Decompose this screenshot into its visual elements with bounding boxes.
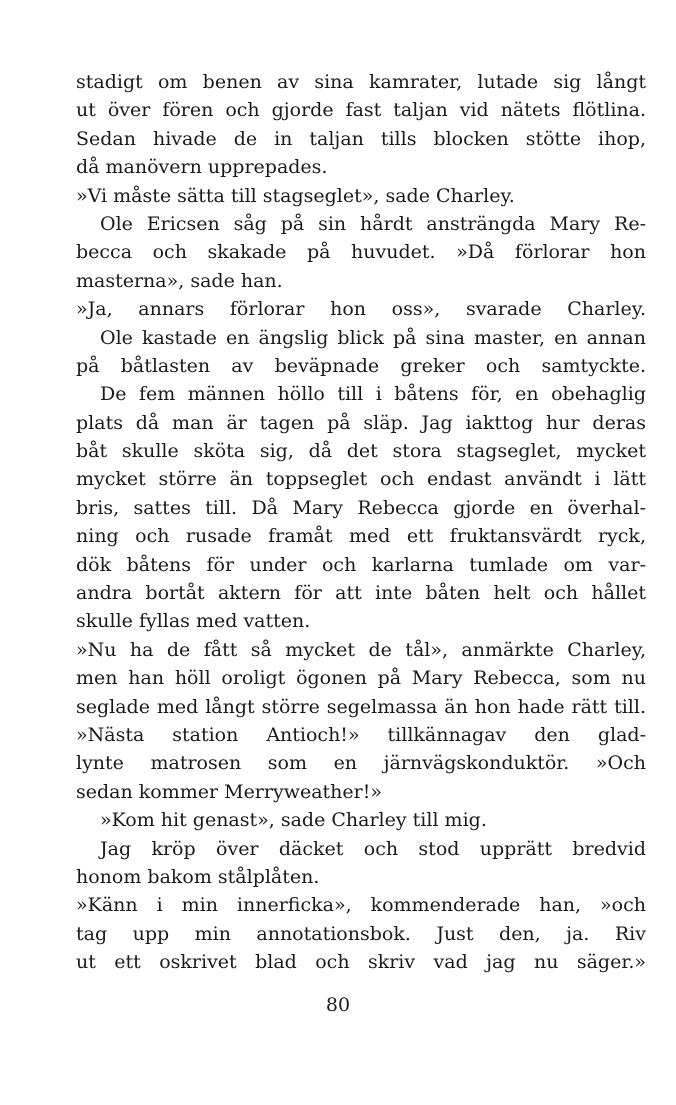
text-line: seglade med långt större segelmassa än hon hade rätt till. (76, 695, 646, 718)
text-line: Ole Ericsen såg på sin hårdt ansträngda Mary Re- (100, 212, 646, 235)
text-line: ning och rusade framåt med ett fruktansvärdt ryck, (76, 525, 646, 548)
text-line: becca och skakade på huvudet. »Då förlorar hon (76, 241, 646, 264)
text-line: De fem männen höllo till i båtens för, en obehaglig (100, 383, 646, 406)
text-line: »Vi måste sätta till stagseglet», sade Charley. (76, 184, 515, 207)
text-line: bris, sattes till. Då Mary Rebecca gjorde en överhal- (76, 496, 646, 519)
text-line: på båtlasten av beväpnade greker och samtyckte. (76, 354, 646, 377)
text-line: mycket större än toppseglet och endast användt i lätt (76, 468, 646, 491)
text-line: skulle fyllas med vatten. (76, 610, 311, 633)
book-page-body (76, 68, 646, 977)
text-line: »Känn i min innerficka», kommenderade han, »och (76, 894, 646, 917)
text-line: Sedan hivade de in taljan tills blocken stötte ihop, (76, 127, 646, 150)
text-line: »Nu ha de fått så mycket de tål», anmärkte Charley, (76, 638, 646, 661)
text-line: ut över fören och gjorde fast taljan vid nätets flötlina. (76, 99, 646, 122)
text-line: Ole kastade en ängslig blick på sina master, en annan (100, 326, 646, 349)
text-line: stadigt om benen av sina kamrater, lutade sig långt (76, 71, 646, 93)
text-line: andra bortåt aktern för att inte båten helt och hållet (76, 582, 646, 605)
text-line: »Ja, annars förlorar hon oss», svarade Charley. (76, 298, 646, 321)
text-line: tag upp min annotationsbok. Just den, ja. Riv (76, 922, 646, 945)
text-line: lynte matrosen som en järnvägskonduktör. »Och (76, 752, 646, 775)
text-line: »Kom hit genast», sade Charley till mig. (100, 809, 487, 832)
text-line: masterna», sade han. (76, 269, 283, 292)
text-line: då manövern upprepades. (76, 156, 328, 179)
text-line: Jag kröp över däcket och stod upprätt bredvid (100, 837, 646, 860)
text-line: dök båtens för under och karlarna tumlade om var- (76, 553, 646, 576)
page-number: 80 (325, 994, 351, 1016)
text-line: sedan kommer Merryweather!» (76, 780, 383, 803)
text-line: honom bakom stålplåten. (76, 865, 320, 888)
text-line: plats då man är tagen på släp. Jag iakttog hur deras (76, 411, 646, 434)
text-line: men han höll oroligt ögonen på Mary Rebecca, som nu (76, 667, 646, 690)
text-line: ut ett oskrivet blad och skriv vad jag nu säger.» (76, 951, 646, 974)
text-line: båt skulle sköta sig, då det stora stagseglet, mycket (76, 440, 646, 463)
text-line: »Nästa station Antioch!» tillkännagav den glad- (76, 723, 646, 746)
